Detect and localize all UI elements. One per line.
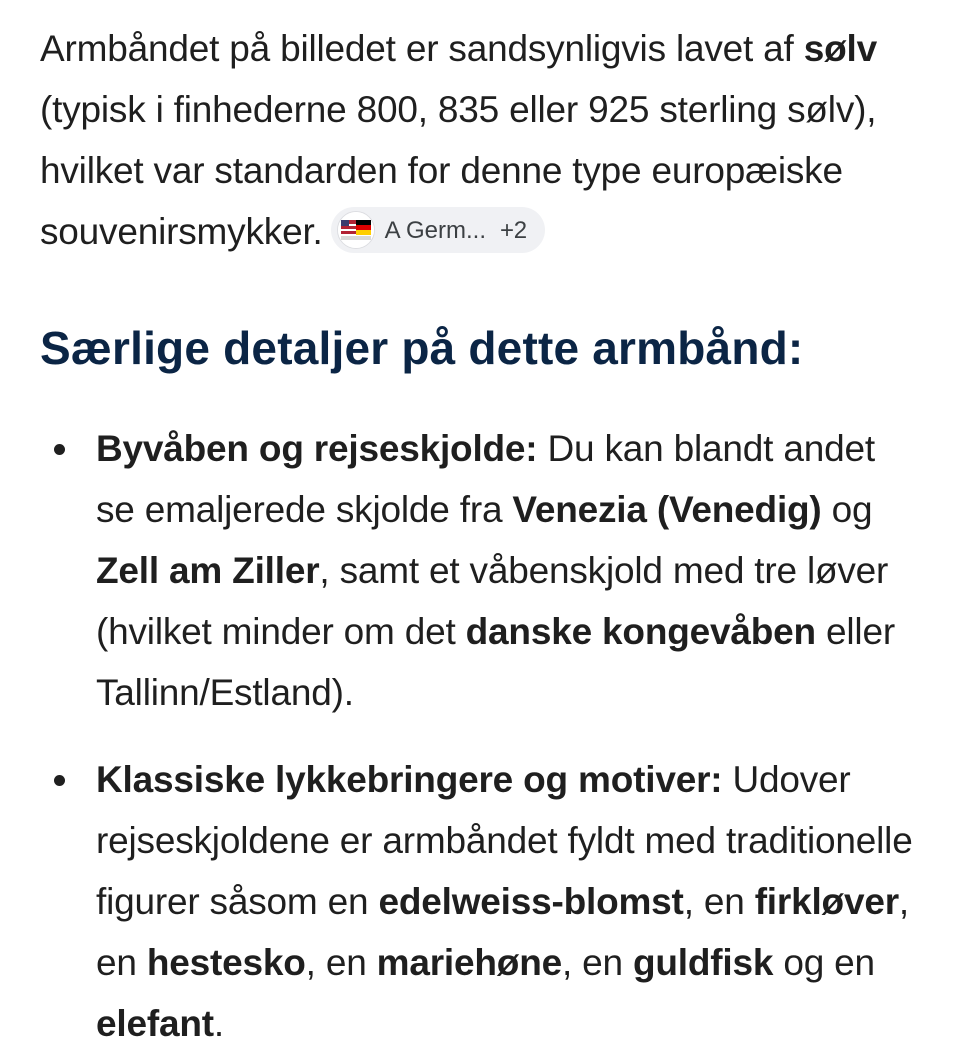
list-item-bold: firkløver xyxy=(754,881,899,922)
list-item-bold: guldfisk xyxy=(632,942,774,983)
list-item-text: eller Tallinn/Estland). xyxy=(96,611,895,713)
source-chip-label: A Germ... xyxy=(384,216,486,244)
source-chip-count: +2 xyxy=(499,216,527,244)
list-item-text: Udover rejseskjoldene er armbåndet fyldt med traditionelle figurer såsom en xyxy=(96,759,913,922)
intro-text-continued: (typisk i finhederne 800, 835 eller 925 sterling sølv), hvilket var standarden for denne type europæiske souvenirsmykker. xyxy=(40,89,877,252)
list-item-text: , samt et våbenskjold med tre løver (hvilket minder om det xyxy=(96,550,889,652)
list-item-bold: elefant xyxy=(96,1003,214,1044)
list-item-text: , en xyxy=(561,942,633,983)
list-item-bold: hestesko xyxy=(146,942,306,983)
list-item-text: , en xyxy=(305,942,377,983)
section-heading: Særlige detaljer på dette armbånd: xyxy=(40,322,804,374)
list-item-bold: edelweiss-blomst xyxy=(378,881,684,922)
bullet-dot-icon xyxy=(54,444,65,455)
list-item-text: . xyxy=(213,1003,224,1044)
list-item-title: Byvåben og rejseskjolde: xyxy=(96,428,538,469)
bullet-dot-icon xyxy=(54,775,65,786)
list-item-text: og xyxy=(821,489,873,530)
list-item-text: , en xyxy=(96,881,909,983)
intro-bold-silver: sølv xyxy=(803,28,877,69)
list-item xyxy=(40,418,920,723)
intro-text: Armbåndet på billedet er sandsynligvis lavet af xyxy=(40,28,804,69)
list-item-text: , en xyxy=(683,881,755,922)
list-item xyxy=(40,749,920,1054)
list-item-bold: Zell am Ziller xyxy=(96,550,320,591)
flag-favicon-icon xyxy=(337,211,375,249)
details-list xyxy=(40,418,920,1054)
list-item-bold: danske kongevåben xyxy=(465,611,816,652)
list-item-bold: Venezia (Venedig) xyxy=(512,489,822,530)
list-item-text: Du kan blandt andet se emaljerede skjolde fra xyxy=(96,428,875,530)
source-chip[interactable] xyxy=(331,207,545,253)
list-item-text: og en xyxy=(773,942,875,983)
list-item-title: Klassiske lykkebringere og motiver: xyxy=(96,759,723,800)
list-item-bold: mariehøne xyxy=(376,942,562,983)
intro-paragraph xyxy=(40,18,920,262)
